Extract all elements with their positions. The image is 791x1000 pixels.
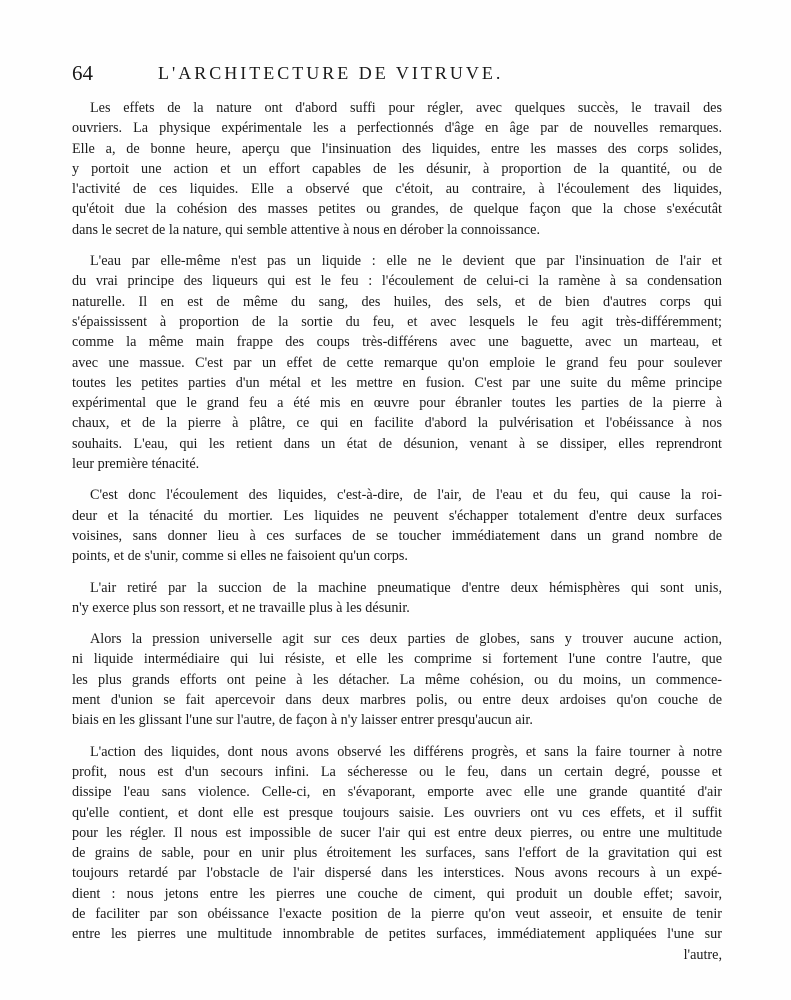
paragraph (72, 98, 722, 240)
text-line: n'y exerce plus son ressort, et ne travaille plus à les désunir. (72, 599, 410, 616)
text-line: y portoit une action et un effort capables de les désunir, à proportion de la quantité, ou de (72, 160, 722, 177)
text-line: ouvriers. La physique expérimentale les a perfectionnés d'âge en âge par de nouvelles remarques. (72, 120, 722, 137)
text-line: chaux, et de la pierre à plâtre, ce qui en facilite d'abord la pulvérisation et l'obéissance à nos (72, 415, 722, 432)
text-line: de faciliter par son obéissance l'exacte position de la pierre qu'on veut asseoir, et ensuite de tenir (72, 905, 722, 922)
text-line: L'eau par elle-même n'est pas un liquide : elle ne le devient que par l'insinuation de l'air et (90, 253, 722, 270)
text-line: toutes les petites parties d'un métal et les mettre en fusion. C'est par une suite du même principe (72, 374, 722, 391)
text-line: Elle a, de bonne heure, aperçu que l'insinuation des liquides, entre les masses des corps solides, (72, 140, 722, 157)
text-line: Alors la pression universelle agit sur ces deux parties de globes, sans y trouver aucune action, (90, 631, 722, 648)
text-line: les plus grands efforts ont peine à les détacher. La même cohésion, ou du moins, un commence- (72, 671, 722, 688)
paragraph (72, 485, 722, 566)
text-line: points, et de s'unir, comme si elles ne faisoient qu'un corps. (72, 548, 408, 565)
text-line: ni liquide intermédiaire qui lui résiste, et elle les comprime si fortement l'une contre l'autre, que (72, 651, 722, 668)
running-title: L'ARCHITECTURE DE VITRUVE. (158, 63, 504, 83)
text-line: qu'elle contient, et dont elle est presque toujours saisie. Les ouvriers ont vu ces effets, et il suffit (72, 804, 722, 821)
text-line: pour les régler. Il nous est impossible de sucer l'air qui est entre deux pierres, ou entre une multitude (72, 824, 722, 841)
text-line: toujours retardé par l'obstacle de l'air dispersé dans les interstices. Nous avons recours à un expé- (72, 865, 722, 882)
text-line: L'air retiré par la succion de la machine pneumatique d'entre deux hémisphères qui sont unis, (90, 579, 722, 596)
text-line: avec une massue. C'est par un effet de cette remarque qu'on emploie le grand feu pour soulever (72, 354, 722, 371)
text-line: qu'étoit due la cohésion des masses petites ou grandes, de quelque façon que la chose s'exécutât (72, 201, 722, 218)
text-line: dient : nous jetons entre les pierres une couche de ciment, qui produit un double effet; savoir, (72, 885, 722, 902)
body-text (72, 98, 722, 965)
text-line: souhaits. L'eau, qui les retient dans un état de désunion, venant à se dissiper, elles reprendront (72, 435, 722, 452)
text-line: leur première ténacité. (72, 456, 200, 473)
text-line: dans le secret de la nature, qui semble attentive à nous en dérober la connoissance. (72, 221, 541, 238)
text-line: du vrai principe des liqueurs qui est le feu : l'écoulement de celui-ci la ramène à sa condensation (72, 273, 722, 290)
text-line: l'activité de ces liquides. Elle a observé que c'étoit, au contraire, à l'écoulement des liquides, (72, 181, 722, 198)
running-head (72, 60, 720, 86)
text-line: dissipe l'eau sans violence. Celle-ci, en s'évaporant, emporte avec elle une grande quantité d'air (72, 784, 722, 801)
paragraph (72, 742, 722, 965)
text-line: de grains de sable, pour en unir plus étroitement les surfaces, sans l'effort de la gravitation qui est (72, 845, 722, 862)
page-number: 64 (72, 61, 93, 85)
text-line: comme la même main frappe des coups très-différens avec une baguette, avec un marteau, et (72, 334, 722, 351)
text-line: expérimental que le grand feu a été mis en œuvre pour ébranler toutes les parties de la pierre à (72, 395, 722, 412)
catchword-line: l'autre, (683, 946, 722, 963)
text-line: profit, nous est d'un secours infini. La sécheresse ou le feu, dans un certain degré, pousse et (72, 763, 722, 780)
text-line: s'épaississent à proportion de la sortie du feu, et avec lesquels le feu agit très-différemment; (72, 313, 722, 330)
text-line: C'est donc l'écoulement des liquides, c'est-à-dire, de l'air, de l'eau et du feu, qui cause la roi- (90, 487, 722, 504)
text-line: deur et la ténacité du mortier. Les liquides ne peuvent s'échapper totalement d'entre deux surfaces (72, 507, 722, 524)
paragraph (72, 578, 722, 619)
text-line: Les effets de la nature ont d'abord suffi pour régler, avec quelques succès, le travail des (90, 100, 722, 116)
text-line: naturelle. Il en est de même du sang, des huiles, des sels, et de bien d'autres corps qui (72, 293, 722, 310)
paragraph (72, 251, 722, 474)
paragraph (72, 629, 722, 730)
text-line: biais en les glissant l'une sur l'autre, de façon à n'y laisser entrer presqu'aucun air. (72, 712, 533, 729)
text-line: L'action des liquides, dont nous avons observé les différens progrès, et sans la faire tourner à notre (90, 743, 722, 760)
text-line: voisines, sans donner lieu à ces surfaces de se toucher immédiatement dans un grand nombre de (72, 527, 722, 544)
text-line: ment d'union se fait apercevoir dans deux marbres polis, ou entre deux ardoises qu'on couche de (72, 692, 722, 709)
text-line: entre les pierres une multitude innombrable de petites surfaces, immédiatement appliquées l'une sur (72, 926, 722, 943)
